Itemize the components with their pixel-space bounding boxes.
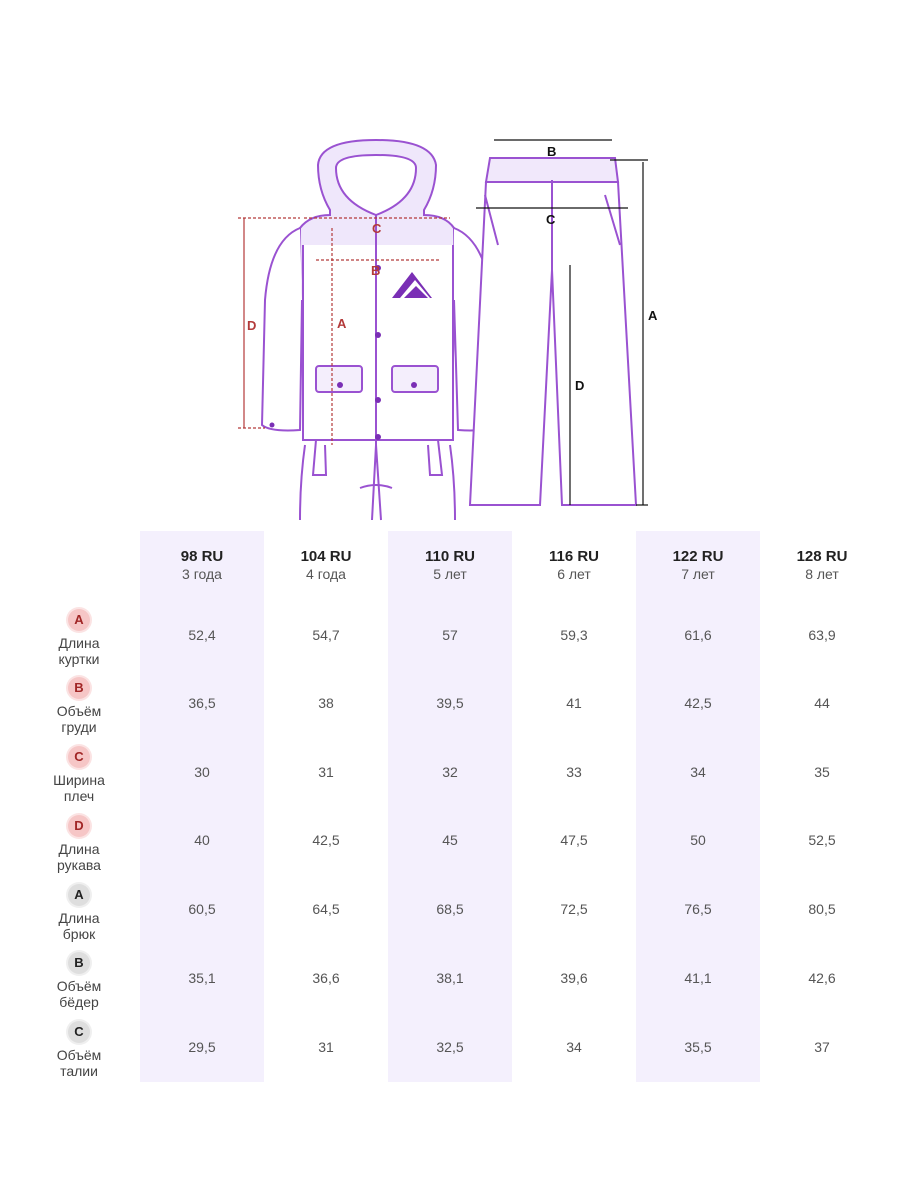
row-label-chest	[40, 677, 118, 735]
row-label-pants-length	[40, 884, 118, 942]
size-diagram	[0, 120, 900, 530]
table-cell: 42,5	[312, 832, 340, 848]
table-cell: 32,5	[436, 1039, 464, 1055]
size-header	[636, 548, 760, 582]
table-cell: 44	[814, 695, 830, 711]
jacket-label-c: C	[372, 221, 382, 236]
table-cell: 29,5	[188, 1039, 216, 1055]
size-header	[512, 548, 636, 582]
row-label-text: Объём груди	[56, 703, 102, 735]
table-cell: 47,5	[560, 832, 588, 848]
table-cell: 52,5	[808, 832, 836, 848]
size-header	[760, 548, 884, 582]
badge-d: D	[68, 815, 90, 837]
row-label-jacket-length	[40, 609, 118, 667]
row-label-text: Длина куртки	[58, 635, 100, 667]
table-cell: 33	[566, 764, 582, 780]
size-label: 110 RU	[424, 548, 476, 565]
age-label: 5 лет	[433, 566, 467, 582]
badge-a: A	[68, 609, 90, 631]
size-label: 98 RU	[180, 548, 224, 565]
row-label-shoulder	[40, 746, 118, 804]
table-cell: 42,5	[684, 695, 712, 711]
size-label: 104 RU	[300, 548, 352, 565]
row-label-text: Объём талии	[56, 1047, 102, 1079]
pants-label-a: A	[648, 308, 658, 323]
jacket-label-d: D	[247, 318, 257, 333]
table-cell: 63,9	[808, 627, 836, 643]
table-cell: 72,5	[560, 901, 588, 917]
jacket-label-b: B	[371, 263, 381, 278]
age-label: 6 лет	[557, 566, 591, 582]
table-cell: 61,6	[684, 627, 712, 643]
table-cell: 41,1	[684, 970, 712, 986]
badge-c: C	[68, 1021, 90, 1043]
row-label-text: Длина рукава	[57, 841, 101, 873]
badge-a: A	[68, 884, 90, 906]
table-cell: 50	[690, 832, 706, 848]
table-cell: 34	[690, 764, 706, 780]
row-label-text: Длина брюк	[58, 910, 100, 942]
age-label: 8 лет	[805, 566, 839, 582]
table-cell: 60,5	[188, 901, 216, 917]
row-label-text: Объём бёдер	[56, 978, 102, 1010]
size-label: 122 RU	[672, 548, 724, 565]
table-cell: 59,3	[560, 627, 588, 643]
jacket-illustration	[262, 140, 495, 520]
row-label-waist	[40, 1021, 118, 1079]
row-label-sleeve	[40, 815, 118, 873]
table-cell: 80,5	[808, 901, 836, 917]
table-cell: 42,6	[808, 970, 836, 986]
table-cell: 39,6	[560, 970, 588, 986]
table-cell: 37	[814, 1039, 830, 1055]
table-cell: 36,6	[312, 970, 340, 986]
column-shade-98	[140, 531, 264, 1082]
size-header	[388, 548, 512, 582]
jacket-label-a: A	[337, 316, 347, 331]
column-shade-110	[388, 531, 512, 1082]
size-header	[264, 548, 388, 582]
table-cell: 35,5	[684, 1039, 712, 1055]
table-cell: 32	[442, 764, 458, 780]
table-cell: 64,5	[312, 901, 340, 917]
pants-label-d: D	[575, 378, 585, 393]
row-label-text: Ширина плеч	[53, 772, 105, 804]
age-label: 3 года	[182, 566, 222, 582]
size-header	[140, 548, 264, 582]
pants-illustration	[470, 158, 636, 505]
table-cell: 36,5	[188, 695, 216, 711]
table-cell: 38,1	[436, 970, 464, 986]
table-cell: 35,1	[188, 970, 216, 986]
pants-label-c: C	[546, 212, 556, 227]
table-cell: 34	[566, 1039, 582, 1055]
table-cell: 41	[566, 695, 582, 711]
row-label-hips	[40, 952, 118, 1010]
table-cell: 31	[318, 764, 334, 780]
age-label: 7 лет	[681, 566, 715, 582]
table-cell: 31	[318, 1039, 334, 1055]
table-cell: 52,4	[188, 627, 216, 643]
table-cell: 30	[194, 764, 210, 780]
size-label: 116 RU	[548, 548, 600, 565]
table-cell: 39,5	[436, 695, 464, 711]
table-cell: 35	[814, 764, 830, 780]
table-cell: 57	[442, 627, 458, 643]
badge-b: B	[68, 677, 90, 699]
size-label: 128 RU	[796, 548, 848, 565]
table-cell: 76,5	[684, 901, 712, 917]
table-cell: 54,7	[312, 627, 340, 643]
table-cell: 45	[442, 832, 458, 848]
table-cell: 40	[194, 832, 210, 848]
age-label: 4 года	[306, 566, 346, 582]
column-shade-122	[636, 531, 760, 1082]
table-cell: 68,5	[436, 901, 464, 917]
badge-b: B	[68, 952, 90, 974]
table-cell: 38	[318, 695, 334, 711]
pants-label-b: B	[547, 144, 557, 159]
badge-c: C	[68, 746, 90, 768]
